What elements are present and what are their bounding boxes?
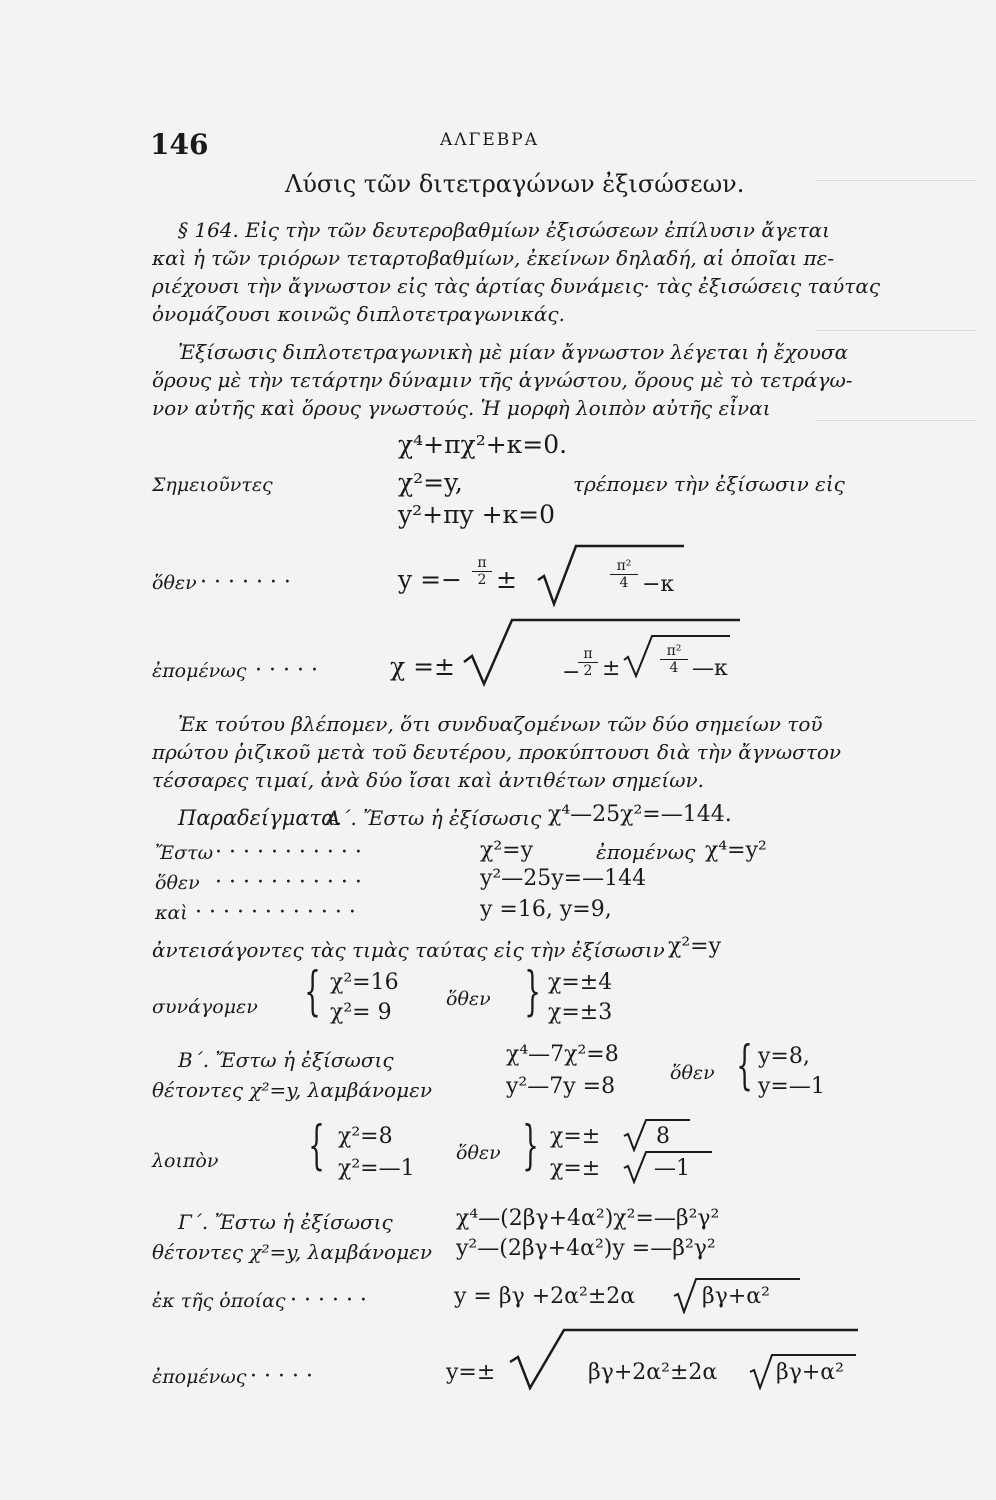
leader-dots: · · · · · ·: [290, 1288, 367, 1313]
inner-expression: βγ+2α²±2α: [588, 1360, 718, 1385]
fraction: [472, 555, 492, 588]
example-a-row-text: ἐπομένως: [596, 840, 696, 864]
bleed-through-line: [816, 180, 976, 181]
intro-line: § 164. Εἰς τὴν τῶν δευτεροβαθμίων ἐξισώσεων ἐπίλυσιν ἄγεται: [178, 218, 830, 242]
system-equation: χ²=16: [330, 970, 399, 995]
intro-line: ριέχουσι τὴν ἄγνωστον εἰς τὰς ἀρτίας δυνάμεις· τὰς ἐξισώσεις ταύτας: [152, 274, 881, 298]
example-b-label: Β΄. Ἔστω ἡ ἐξίσωσις: [178, 1048, 394, 1072]
running-title: ΑΛΓΕΒΡΑ: [440, 130, 539, 150]
examples-heading: Παραδείγματα.: [178, 806, 343, 830]
page-number: 146: [150, 128, 209, 161]
fraction-denominator: 4: [660, 659, 688, 676]
example-b-equation: χ⁴—7χ²=8: [506, 1042, 619, 1067]
from-equation: y = βγ +2α²±2α: [454, 1284, 636, 1309]
example-a-row-equation: y²—25y=—144: [480, 866, 647, 891]
leader-dots: · · · · · · ·: [200, 570, 291, 595]
definition-line: ὅρους μὲ τὴν τετάρτην δύναμιν τῆς ἀγνώστου, ὅρους μὲ τὸ τετράγω-: [152, 368, 853, 392]
therefore-label: λοιπὸν: [152, 1150, 219, 1172]
system-equation: χ²= 9: [330, 1000, 392, 1025]
fraction-numerator: π: [583, 646, 593, 662]
set-text: τρέπομεν τὴν ἐξίσωσιν εἰς: [573, 472, 845, 496]
left-brace: {: [308, 1116, 325, 1176]
example-c-equation: y²—(2βγ+4α²)y =—β²γ²: [456, 1236, 716, 1261]
example-b-setting: θέτοντες χ²=y, λαμβάνομεν: [152, 1078, 432, 1102]
conclusion-line: Ἐκ τούτου βλέπομεν, ὅτι συνδυαζομένων τῶν δύο σημείων τοῦ: [178, 712, 823, 736]
conclusion-line: τέσσαρες τιμαί, ἀνὰ δύο ἴσαι καὶ ἀντιθέτων σημείων.: [152, 768, 705, 792]
bleed-through-line: [816, 330, 976, 331]
example-a-equation: χ⁴—25χ²=—144.: [548, 802, 732, 827]
bleed-through-line: [816, 420, 976, 421]
definition-line: νον αὐτῆς καὶ ὅρους γνωστούς. Ἡ μορφὴ λοιπὸν αὐτῆς εἶναι: [152, 396, 771, 420]
set-label: Σημειοῦντες: [152, 474, 273, 496]
example-b-equation: y²—7y =8: [506, 1074, 616, 1099]
example-c-setting: θέτοντες χ²=y, λαμβάνομεν: [152, 1240, 432, 1264]
substitution-equation: χ²=y,: [398, 468, 463, 497]
definition-line: Ἐξίσωσις διπλοτετραγωνικὴ μὲ μίαν ἄγνωστον λέγεται ἡ ἔχουσα: [178, 340, 849, 364]
hence-label: ὅθεν: [152, 572, 197, 594]
consequently-label: ἐπομένως: [152, 660, 247, 682]
from-label: ἐκ τῆς ὁποίας: [152, 1290, 286, 1312]
radicand: βγ+α²: [776, 1360, 844, 1385]
conclusion-line: πρώτου ῥιζικοῦ μετὰ τοῦ δευτέρου, προκύπτουσι διὰ τὴν ἄγνωστον: [152, 740, 842, 764]
substitution-text: ἀντεισάγοντες τὰς τιμὰς ταύτας εἰς τὴν ἐξίσωσιν: [152, 938, 665, 962]
example-a-row-equation: χ⁴=y²: [705, 838, 767, 863]
root-prefix: χ=±: [550, 1156, 601, 1181]
example-a-row-equation: χ²=y: [480, 838, 534, 863]
system-equation: χ²=—1: [338, 1156, 415, 1181]
leader-dots: · · · · ·: [250, 1364, 313, 1389]
result-equation: y=—1: [758, 1074, 825, 1099]
left-brace: {: [304, 962, 321, 1022]
intro-line: καὶ ἡ τῶν τριόρων τεταρτοβαθμίων, ἐκείνων δηλαδή, αἱ ὁποῖαι πε-: [152, 246, 835, 270]
example-c-label: Γ΄. Ἔστω ἡ ἐξίσωσις: [178, 1210, 393, 1234]
radicand-tail: —κ: [692, 656, 728, 681]
consequently-equation: χ =±: [390, 652, 455, 681]
fraction-denominator: 2: [578, 662, 598, 679]
leader-dots: · · · · · · · · · · · ·: [195, 900, 356, 925]
hence-label: ὅθεν: [670, 1062, 715, 1084]
fraction: [660, 643, 688, 676]
fraction: [578, 646, 598, 679]
result-equation: χ=±4: [548, 970, 613, 995]
leader-dots: · · · · ·: [255, 658, 318, 683]
inner-minus: −: [562, 660, 581, 685]
plus-minus: ±: [602, 656, 621, 681]
fraction-numerator: π: [477, 555, 487, 571]
leader-dots: · · · · · · · · · · ·: [215, 870, 362, 895]
example-a-row-label: Ἔστω: [155, 842, 214, 864]
result-equation: χ=±3: [548, 1000, 613, 1025]
hence-equation: y =−: [398, 565, 462, 594]
section-title: Λύσις τῶν διτετραγώνων ἐξισώσεων.: [285, 170, 745, 198]
collect-label: συνάγομεν: [152, 996, 258, 1018]
example-a-row-equation: y =16, y=9,: [480, 897, 612, 922]
right-brace: }: [522, 1116, 539, 1176]
example-a-row-label: καὶ: [155, 902, 188, 924]
plus-minus: ±: [496, 565, 517, 594]
result-equation: y=8,: [758, 1044, 810, 1069]
general-form-equation: χ⁴+πχ²+κ=0.: [398, 430, 568, 459]
fraction-denominator: 4: [610, 574, 638, 591]
leader-dots: · · · · · · · · · · ·: [215, 840, 362, 865]
fraction-numerator: π²: [666, 643, 682, 659]
hence-label: ὅθεν: [446, 988, 491, 1010]
consequently-label: ἐπομένως: [152, 1366, 247, 1388]
example-a-row-label: ὅθεν: [155, 872, 200, 894]
left-brace: {: [736, 1036, 753, 1096]
fraction-denominator: 2: [472, 571, 492, 588]
example-a-label: Α΄. Ἔστω ἡ ἐξίσωσις: [326, 806, 542, 830]
hence-label: ὅθεν: [456, 1142, 501, 1164]
intro-line: ὀνομάζουσι κοινῶς διπλοτετραγωνικάς.: [152, 302, 565, 326]
radicand-tail: −κ: [642, 572, 675, 597]
root-prefix: χ=±: [550, 1124, 601, 1149]
consequently-equation: y=±: [446, 1360, 496, 1385]
fraction-numerator: π²: [616, 558, 632, 574]
radicand: βγ+α²: [702, 1284, 770, 1309]
example-c-equation: χ⁴—(2βγ+4α²)χ²=—β²γ²: [456, 1206, 720, 1231]
right-brace: }: [524, 962, 541, 1022]
fraction: [610, 558, 638, 591]
system-equation: χ²=8: [338, 1124, 393, 1149]
substitution-equation: χ²=y: [668, 934, 722, 959]
root-argument: —1: [654, 1156, 690, 1181]
quadratic-equation: y²+πy +κ=0: [398, 500, 556, 529]
root-argument: 8: [656, 1124, 670, 1149]
